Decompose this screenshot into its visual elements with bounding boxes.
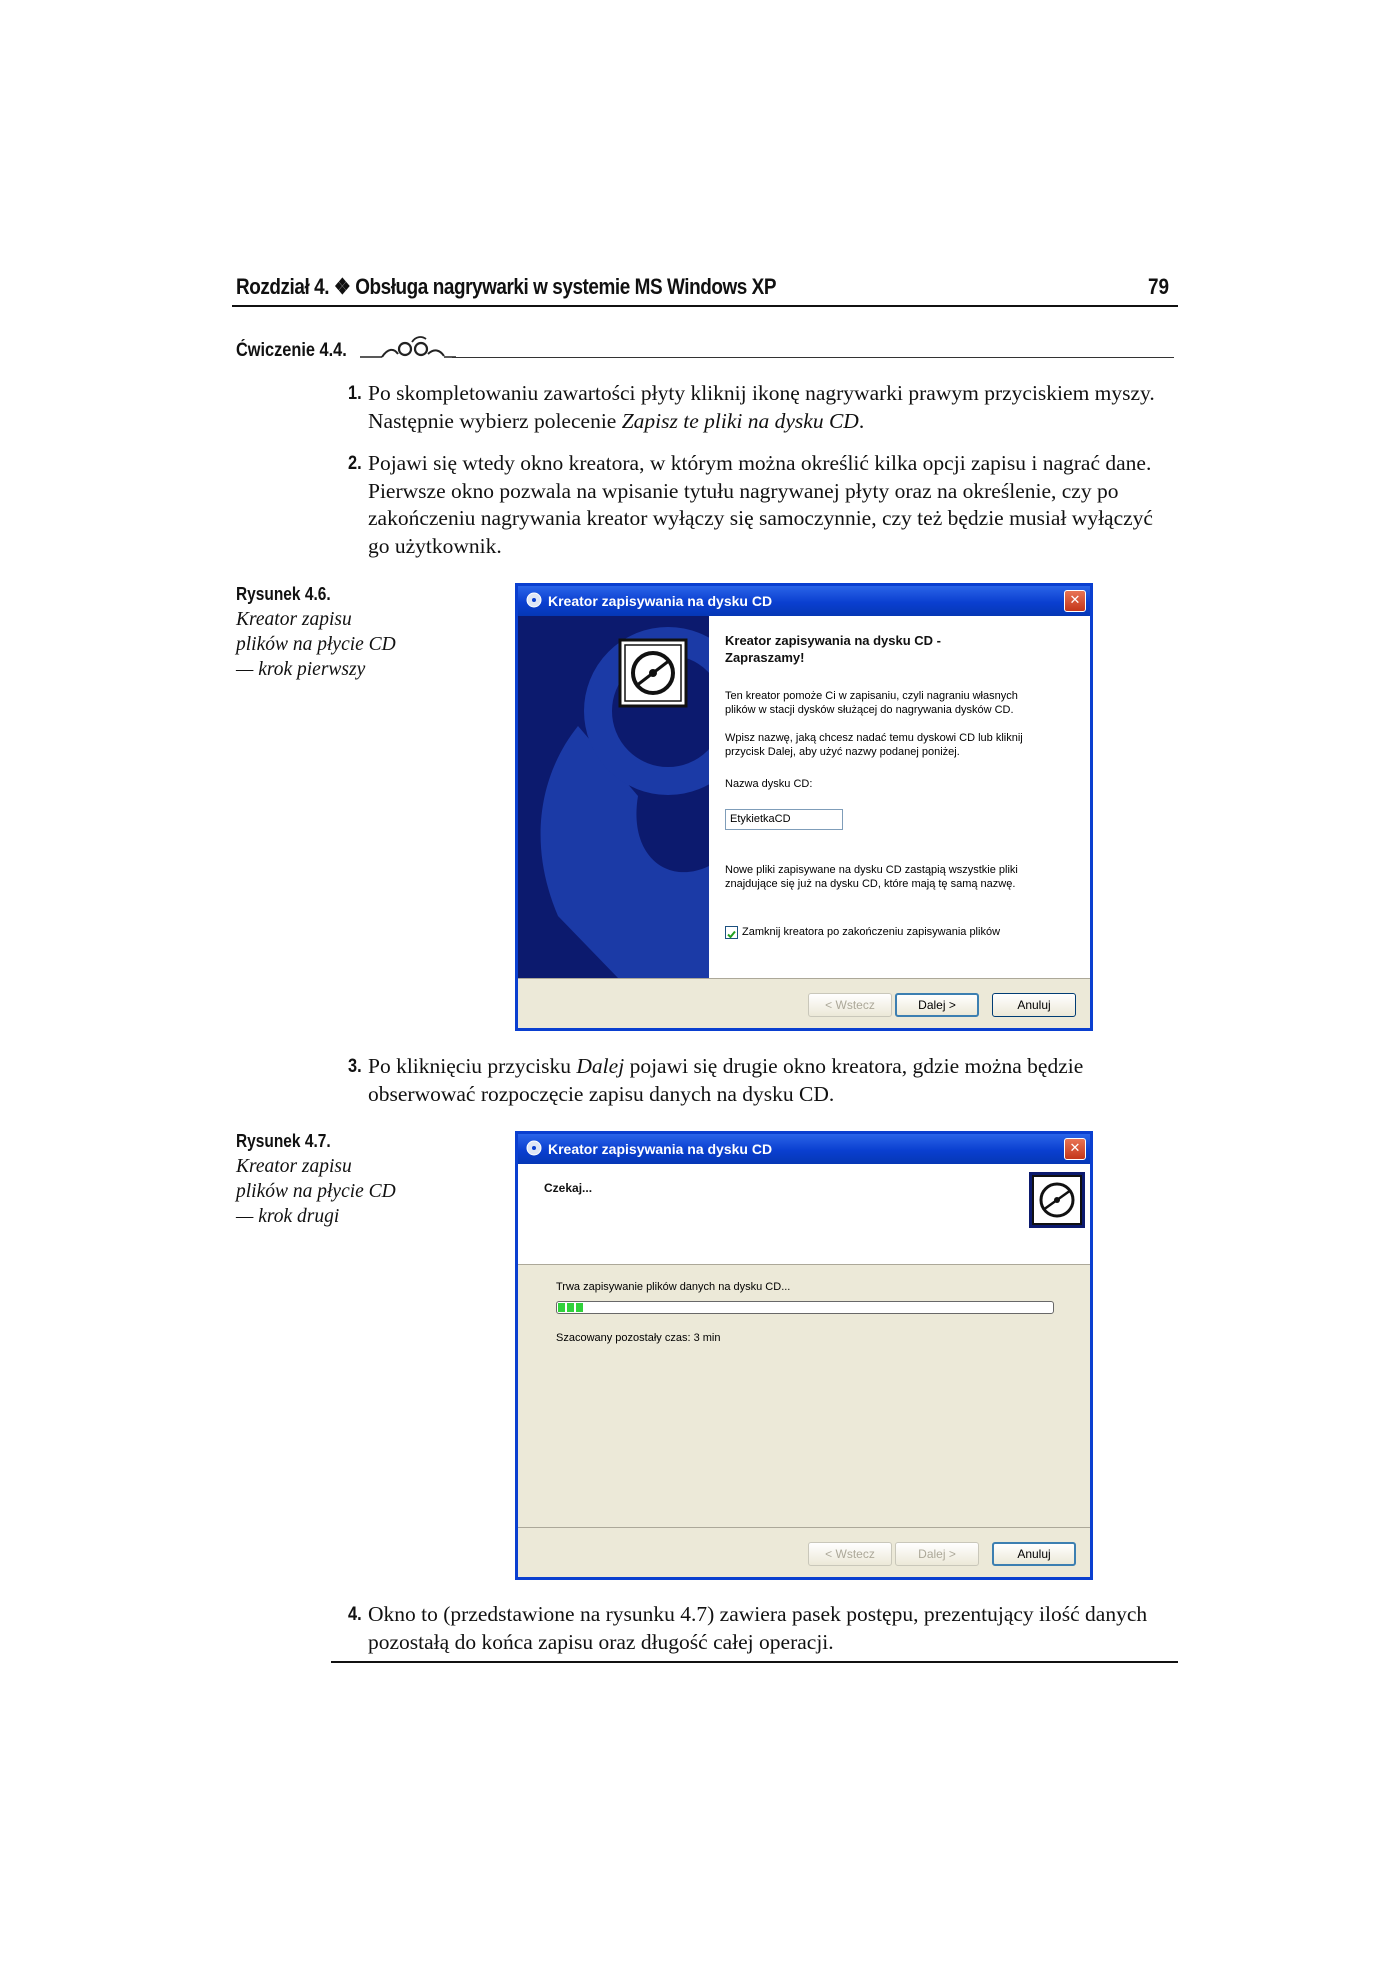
caption-line: plików na płycie CD: [236, 1181, 396, 1202]
close-button[interactable]: ✕: [1064, 590, 1086, 612]
step-text: Po skompletowaniu zawartości płyty kliknij ikonę nagrywarki prawym przyciskiem myszy. Następnie wybierz polecenie: [368, 381, 1155, 433]
page-number: 79: [1148, 274, 1170, 299]
title-bar[interactable]: [518, 586, 1090, 616]
heading-line: Zapraszamy!: [725, 650, 805, 665]
next-button[interactable]: Dalej >: [895, 1542, 979, 1566]
ornament-icon: [360, 334, 456, 360]
close-wizard-label[interactable]: Zamknij kreatora po zakończeniu zapisywania plików: [742, 926, 1001, 938]
progress-block: [558, 1303, 565, 1312]
title-bar[interactable]: [518, 1134, 1090, 1164]
figure-caption: [236, 582, 426, 682]
step-text-end: pojawi się drugie okno kreatora, gdzie można będzie obserwować rozpoczęcie zapisu danych na dysku CD.: [368, 1054, 1084, 1106]
chapter-header: Rozdział 4. ❖ Obsługa nagrywarki w systemie MS Windows XP: [236, 274, 777, 299]
header-rule: [232, 305, 1178, 307]
wizard-banner: [518, 616, 709, 978]
back-button[interactable]: < Wstecz: [808, 993, 892, 1017]
step-number: 4.: [348, 1604, 362, 1625]
caption-line: — krok drugi: [236, 1206, 340, 1227]
window-title: Kreator zapisywania na dysku CD: [548, 593, 773, 609]
step-text: Okno to (przedstawione na rysunku 4.7) zawiera pasek postępu, prezentujący ilość danych pozostałą do końca zapisu oraz długość całej operacji.: [368, 1602, 1148, 1654]
close-button[interactable]: ✕: [1064, 1138, 1086, 1160]
intro-line: Ten kreator pomoże Ci w zapisaniu, czyli nagraniu własnych: [725, 690, 1018, 702]
status-text: Trwa zapisywanie plików danych na dysku CD...: [556, 1281, 791, 1293]
cancel-button[interactable]: Anuluj: [992, 993, 1076, 1017]
heading-line: Kreator zapisywania na dysku CD -: [725, 633, 942, 648]
step-number: 2.: [348, 453, 362, 474]
remaining-time: Szacowany pozostały czas: 3 min: [556, 1332, 721, 1344]
name-label: Nazwa dysku CD:: [725, 778, 813, 790]
wizard-content: [709, 616, 1090, 978]
wizard-heading: Czekaj...: [544, 1181, 593, 1195]
intro-text: [725, 689, 1018, 717]
button-name: Dalej: [576, 1054, 625, 1078]
wizard-heading: [725, 632, 941, 666]
step-number: 3.: [348, 1056, 362, 1077]
cancel-button[interactable]: Anuluj: [992, 1542, 1076, 1566]
progress-bar: [556, 1301, 1054, 1314]
instruction-line: przycisk Dalej, aby użyć nazwy podanej poniżej.: [725, 746, 960, 758]
overwrite-warning: [725, 863, 1018, 891]
step-number: 1.: [348, 383, 362, 404]
close-wizard-checkbox[interactable]: [725, 926, 738, 939]
step-text: Pojawi się wtedy okno kreatora, w którym można określić kilka opcji zapisu i nagrać dane. Pierwsze okno pozwala na wpisanie tytułu nagrywanej płyty oraz na określenie, czy po zakończeniu nagrywania kreator wyłączy się samoczynnie, czy też będzie musiał wyłączyć go użytkownik.: [368, 451, 1153, 558]
window-title: Kreator zapisywania na dysku CD: [548, 1141, 773, 1157]
figure-label: Rysunek 4.6.: [236, 584, 331, 604]
header-separator: [518, 1264, 1090, 1265]
progress-fill: [558, 1303, 1052, 1312]
cd-writer-icon: [526, 1140, 542, 1156]
step-text: Po kliknięciu przycisku: [368, 1054, 577, 1078]
command-name: Zapisz te pliki na dysku CD: [621, 408, 859, 433]
progress-block: [576, 1303, 583, 1312]
checkmark-icon: [726, 929, 737, 940]
caption-line: Kreator zapisu: [236, 1156, 352, 1177]
cd-icon: [618, 638, 688, 708]
intro-line: plików w stacji dysków służącej do nagrywania dysków CD.: [725, 704, 1014, 716]
caption-line: — krok pierwszy: [236, 659, 366, 680]
caption-line: plików na płycie CD: [236, 634, 396, 655]
step-1: [348, 380, 1168, 435]
exercise-title: Ćwiczenie 4.4.: [236, 340, 347, 361]
wizard-header: [518, 1164, 1090, 1264]
warning-line: znajdujące się już na dysku CD, które mają tę samą nazwę.: [725, 878, 1016, 890]
caption-line: Kreator zapisu: [236, 609, 352, 630]
back-button[interactable]: < Wstecz: [808, 1542, 892, 1566]
progress-block: [567, 1303, 574, 1312]
figure-label: Rysunek 4.7.: [236, 1131, 331, 1151]
figure-caption: [236, 1129, 426, 1229]
button-separator: [518, 978, 1090, 979]
cd-writer-icon: [526, 592, 542, 608]
footer-rule: [331, 1661, 1178, 1663]
step-3: [348, 1053, 1168, 1108]
instruction-line: Wpisz nazwę, jaką chcesz nadać temu dyskowi CD lub kliknij: [725, 732, 1023, 744]
instruction-text: [725, 731, 1023, 759]
step-text-end: .: [858, 408, 865, 433]
button-separator: [518, 1527, 1090, 1528]
warning-line: Nowe pliki zapisywane na dysku CD zastąpią wszystkie pliki: [725, 864, 1018, 876]
step-4: [348, 1601, 1168, 1656]
next-button[interactable]: Dalej >: [895, 993, 979, 1017]
exercise-rule: [452, 357, 1174, 358]
cd-icon: [1029, 1172, 1085, 1228]
step-2: [348, 450, 1168, 560]
wizard-window-step-2: [515, 1131, 1093, 1580]
cd-name-input[interactable]: EtykietkaCD: [725, 809, 843, 830]
wizard-window-step-1: [515, 583, 1093, 1031]
